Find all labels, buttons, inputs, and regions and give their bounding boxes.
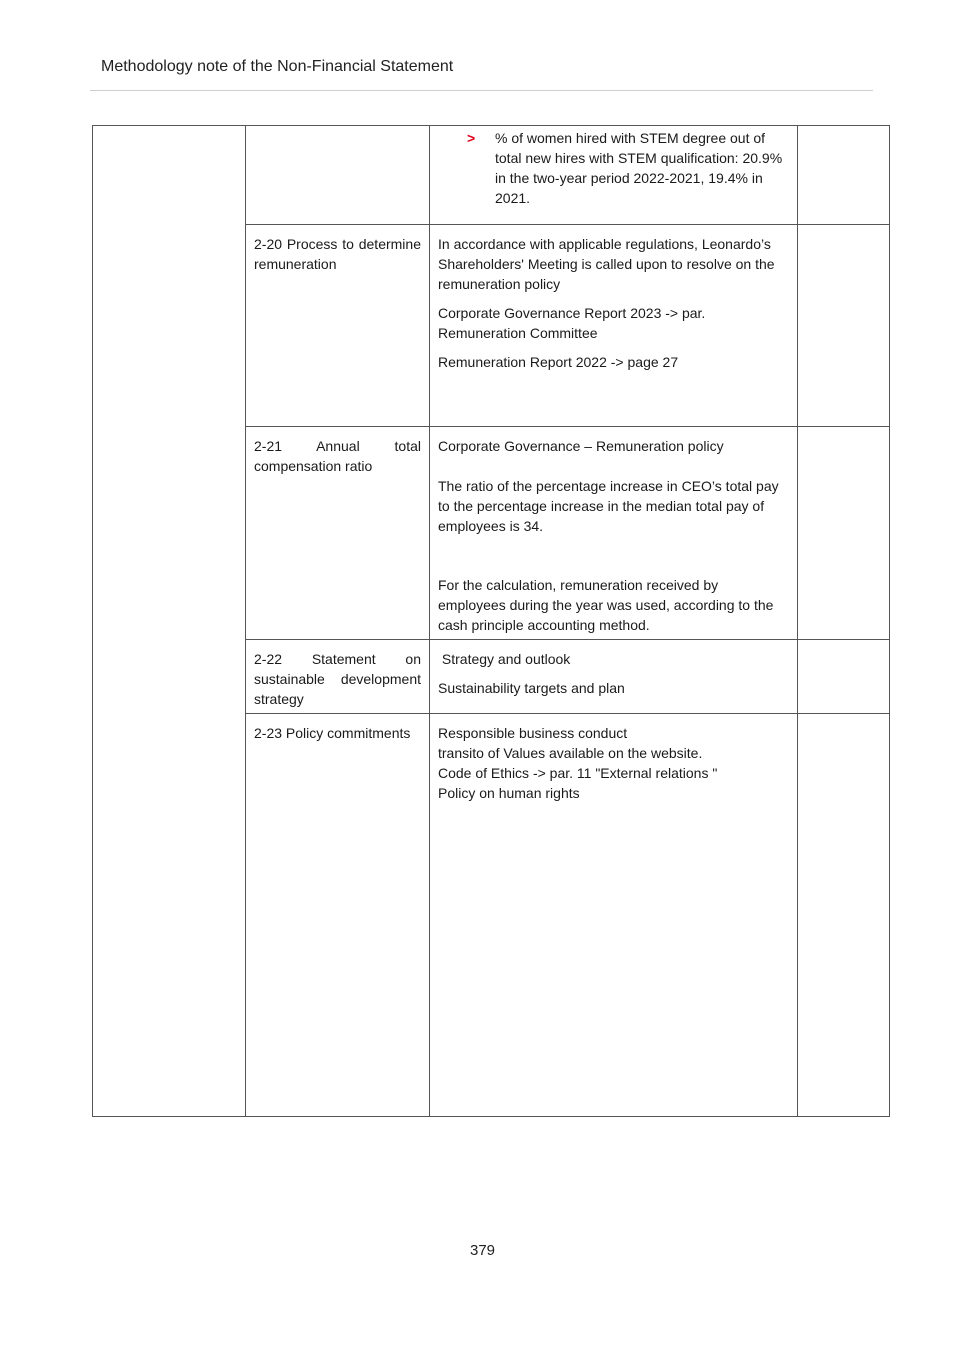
disclosure-code: 2-22 Statement on sustainable development strategy	[246, 640, 430, 714]
topic-cell	[93, 126, 246, 1117]
code-cell	[246, 126, 430, 225]
content-line: Code of Ethics -> par. 11 "External relations "	[438, 765, 718, 781]
content-line: Policy on human rights	[438, 785, 580, 801]
content-line: In accordance with applicable regulations, Leonardo’s Shareholders' Meeting is called upon to resolve on the remuneration policy	[438, 236, 775, 292]
content-cell	[430, 640, 798, 714]
content-cell	[430, 225, 798, 427]
content-line: The ratio of the percentage increase in CEO’s total pay to the percentage increase in the median total pay of employees is 34.	[438, 478, 779, 534]
disclosure-code: 2-21 Annual total compensation ratio	[246, 427, 430, 640]
content-cell	[430, 126, 798, 225]
content-line: Remuneration Report 2022 -> page 27	[438, 354, 679, 370]
page-header-title: Methodology note of the Non-Financial Statement	[101, 58, 454, 75]
chevron-right-icon: >	[467, 130, 476, 146]
table-row	[93, 126, 890, 225]
bullet-item	[438, 128, 789, 208]
page-number: 379	[469, 1242, 496, 1259]
content-line: Corporate Governance Report 2023 -> par. Remuneration Committee	[438, 305, 706, 341]
content-line: For the calculation, remuneration received by employees during the year was used, according to the cash principle accounting method.	[438, 577, 774, 633]
content-line: Responsible business conduct	[438, 725, 628, 741]
content-line: Strategy and outlook	[438, 651, 571, 667]
notes-cell	[798, 126, 890, 225]
notes-cell	[798, 225, 890, 427]
disclosure-code: 2-20 Process to determine remuneration	[246, 225, 430, 427]
bullet-text: % of women hired with STEM degree out of total new hires with STEM qualification: 20.9% in the two-year period 2022-2021, 19.4% in 2021.	[495, 130, 783, 206]
notes-cell	[798, 714, 890, 1117]
content-line: Sustainability targets and plan	[438, 680, 625, 696]
gri-content-table	[92, 125, 890, 1117]
content-cell	[430, 714, 798, 1117]
notes-cell	[798, 640, 890, 714]
notes-cell	[798, 427, 890, 640]
disclosure-code: 2-23 Policy commitments	[246, 714, 430, 1117]
content-line: Corporate Governance – Remuneration policy	[438, 438, 724, 454]
header-divider	[90, 90, 873, 91]
content-cell	[430, 427, 798, 640]
content-line: transito of Values available on the website.	[438, 745, 703, 761]
